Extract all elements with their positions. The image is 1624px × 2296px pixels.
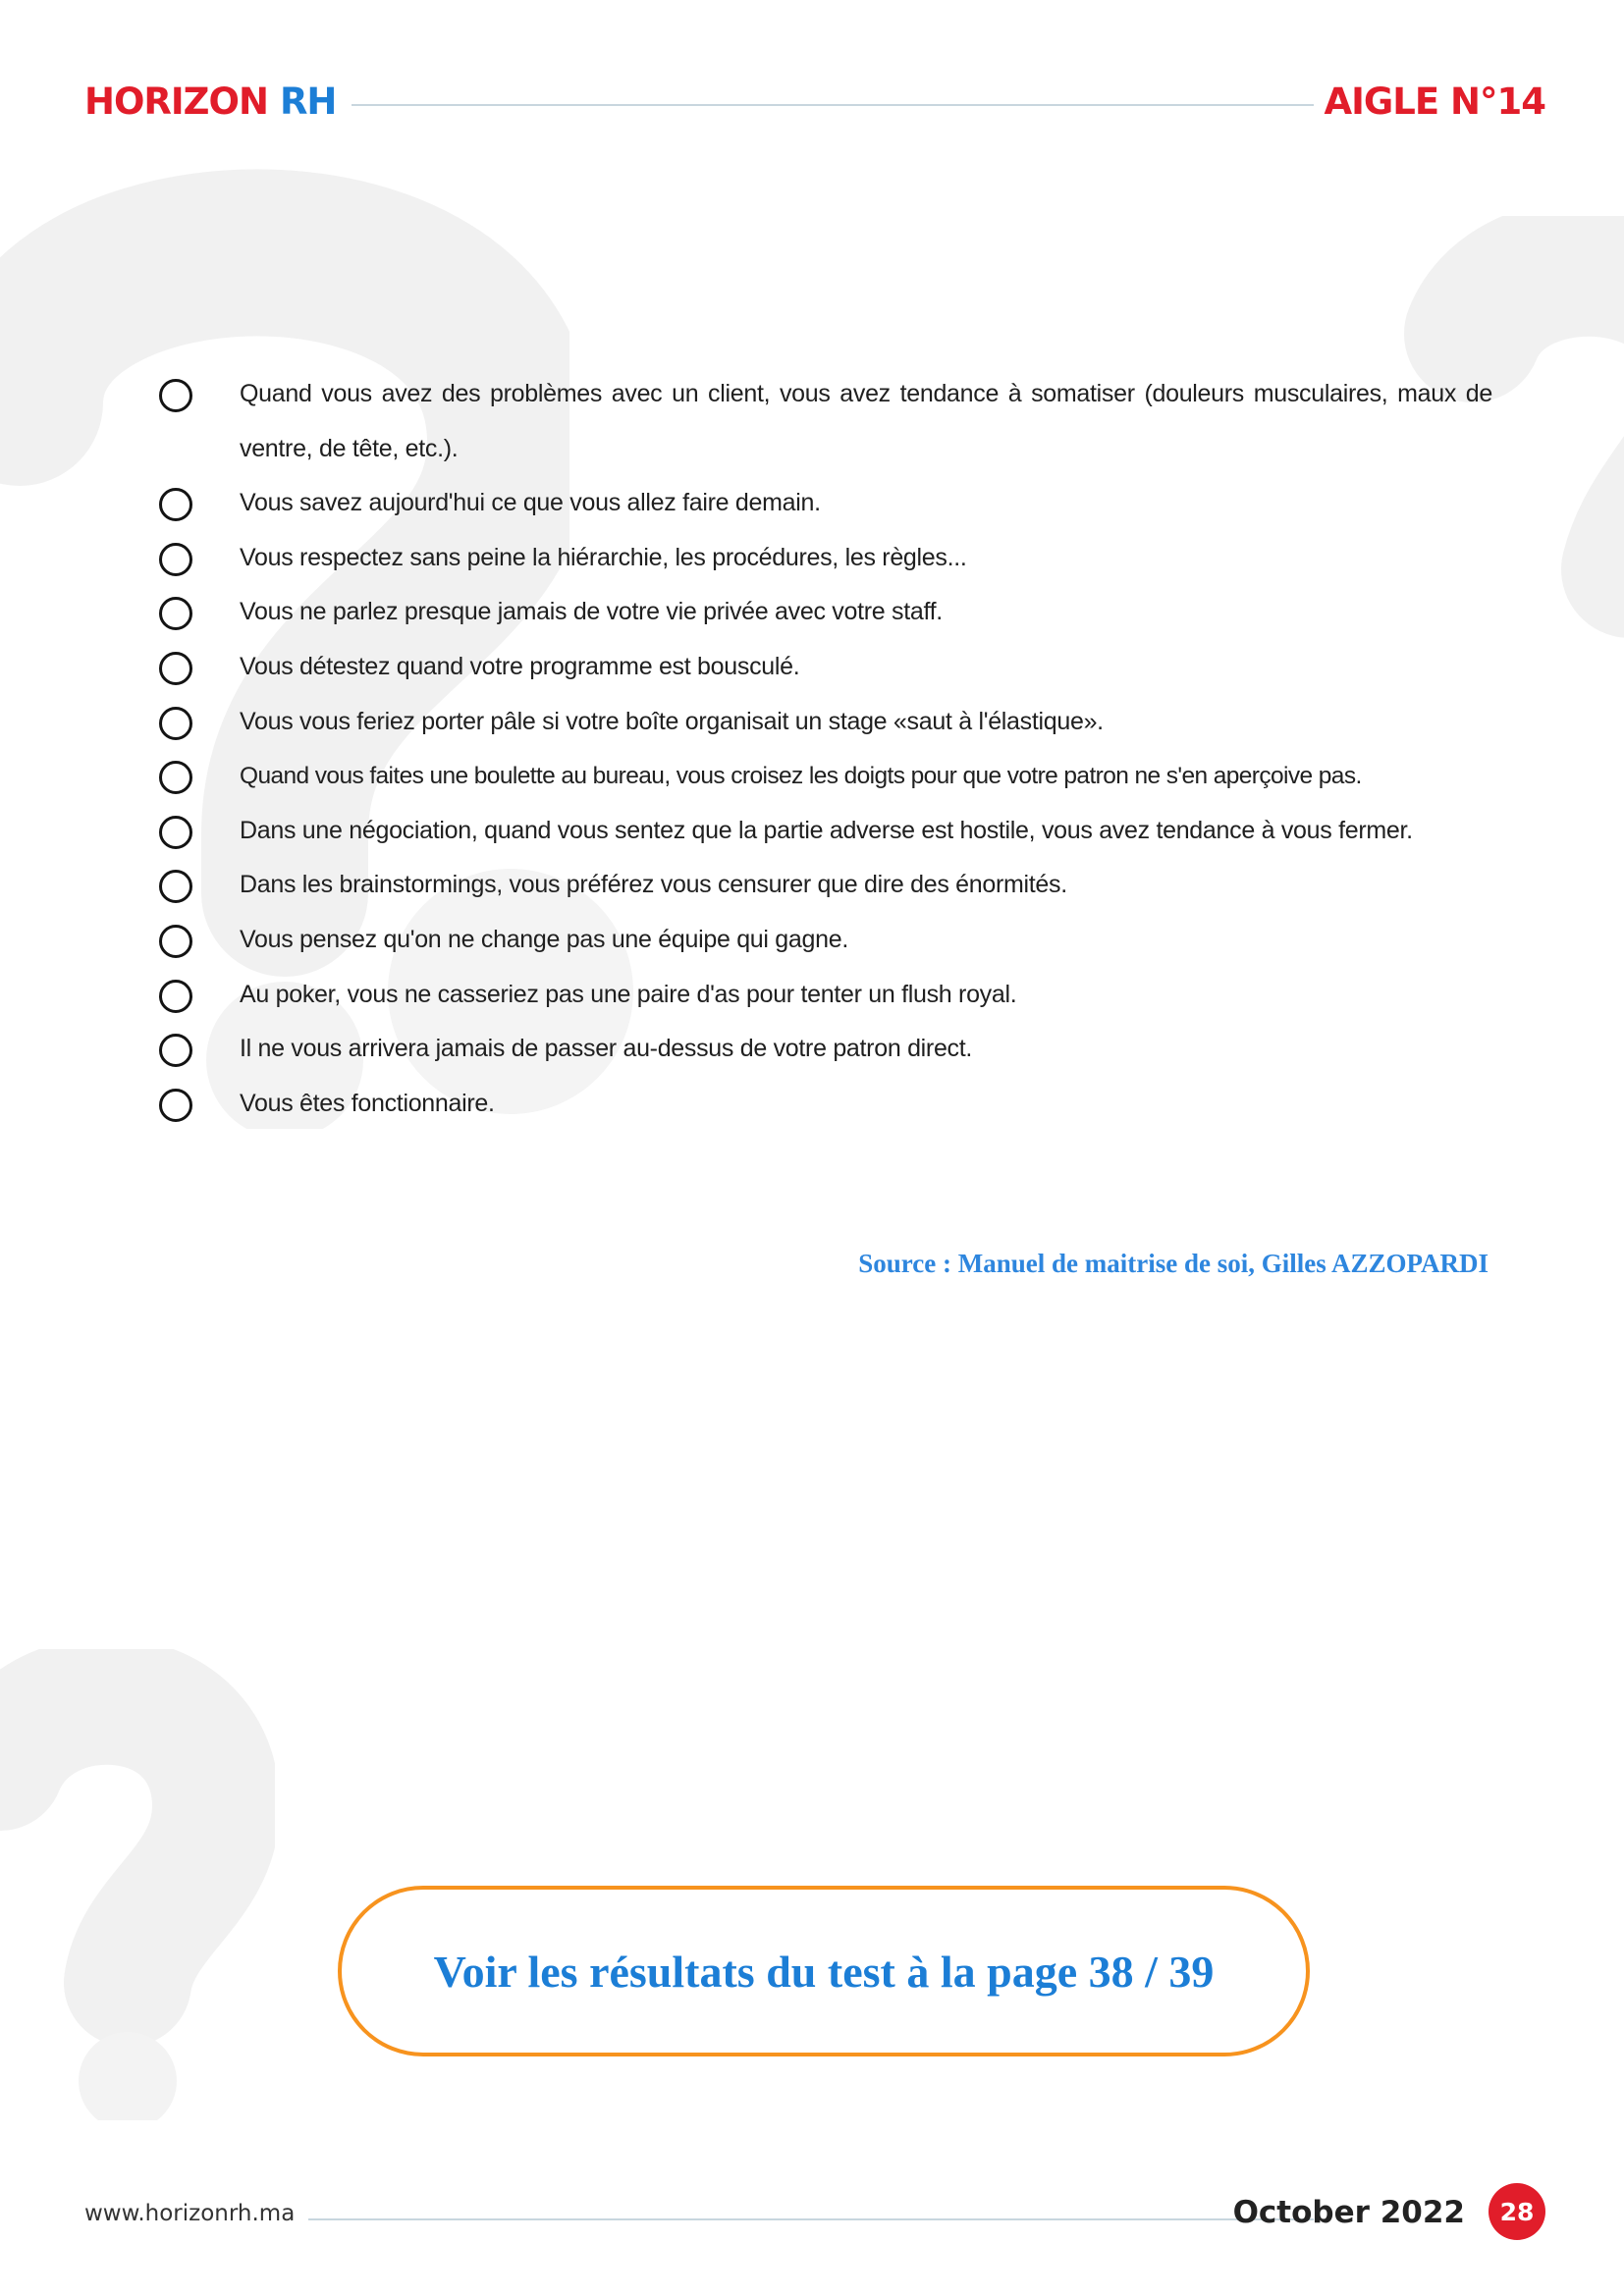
radio-button[interactable] — [159, 761, 192, 794]
watermark-question-mark-bottom-left — [0, 1649, 275, 2120]
brand-logo-part-1: HORIZON — [84, 80, 268, 123]
list-item — [157, 804, 1492, 859]
brand-logo-part-2: RH — [279, 80, 337, 123]
see-results-button[interactable] — [338, 1886, 1310, 2056]
radio-button[interactable] — [159, 1089, 192, 1122]
question-text: Dans une négociation, quand vous sentez que la partie adverse est hostile, vous avez tendance à vous fermer. — [240, 816, 1413, 844]
list-item — [157, 1022, 1492, 1077]
radio-button[interactable] — [159, 543, 192, 576]
radio-button[interactable] — [159, 379, 192, 412]
list-item — [157, 585, 1492, 640]
radio-button[interactable] — [159, 870, 192, 903]
list-item — [157, 968, 1492, 1023]
brand-logo — [84, 80, 336, 123]
header-divider — [352, 104, 1314, 106]
radio-button[interactable] — [159, 925, 192, 958]
list-item — [157, 476, 1492, 531]
list-item — [157, 640, 1492, 695]
radio-button[interactable] — [159, 597, 192, 630]
issue-label: AIGLE N°14 — [1324, 80, 1545, 123]
list-item — [157, 531, 1492, 586]
question-text: Vous ne parlez presque jamais de votre vie privée avec votre staff. — [240, 598, 943, 626]
radio-button[interactable] — [159, 652, 192, 685]
list-item — [157, 858, 1492, 913]
website-link[interactable]: www.horizonrh.ma — [84, 2201, 296, 2226]
question-text: Vous pensez qu'on ne change pas une équipe qui gagne. — [240, 925, 848, 953]
page-footer — [84, 2195, 1545, 2254]
list-item — [157, 913, 1492, 968]
question-text: Vous détestez quand votre programme est bousculé. — [240, 652, 800, 680]
issue-date: October 2022 — [1232, 2195, 1465, 2230]
question-text: Il ne vous arrivera jamais de passer au-dessus de votre patron direct. — [240, 1035, 973, 1063]
list-item — [157, 1077, 1492, 1132]
question-text: Quand vous faites une boulette au bureau, vous croisez les doigts pour que votre patron ne s'en aperçoive pas. — [240, 763, 1362, 790]
radio-button[interactable] — [159, 488, 192, 521]
list-item — [157, 367, 1492, 476]
list-item — [157, 695, 1492, 750]
page-number-badge: 28 — [1489, 2183, 1545, 2240]
question-text: Vous êtes fonctionnaire. — [240, 1089, 495, 1117]
source-citation: Source : Manuel de maitrise de soi, Gilles AZZOPARDI — [858, 1249, 1489, 1278]
question-text: Quand vous avez des problèmes avec un client, vous avez tendance à somatiser (douleurs musculaires, maux de ventre, de tête, etc.). — [240, 380, 1492, 462]
question-text: Vous vous feriez porter pâle si votre boîte organisait un stage «saut à l'élastique». — [240, 707, 1104, 735]
radio-button[interactable] — [159, 980, 192, 1013]
list-item — [157, 749, 1492, 804]
question-text: Dans les brainstormings, vous préférez vous censurer que dire des énormités. — [240, 871, 1067, 899]
radio-button[interactable] — [159, 816, 192, 849]
question-text: Vous respectez sans peine la hiérarchie, les procédures, les règles... — [240, 543, 967, 571]
page-header — [84, 80, 1545, 130]
question-text: Au poker, vous ne casseriez pas une paire d'as pour tenter un flush royal. — [240, 980, 1017, 1008]
radio-button[interactable] — [159, 707, 192, 740]
question-text: Vous savez aujourd'hui ce que vous allez faire demain. — [240, 489, 821, 517]
radio-button[interactable] — [159, 1034, 192, 1067]
footer-divider — [308, 2218, 1314, 2220]
questionnaire-list — [157, 367, 1492, 1131]
see-results-label: Voir les résultats du test à la page 38 / 39 — [433, 1946, 1215, 1997]
